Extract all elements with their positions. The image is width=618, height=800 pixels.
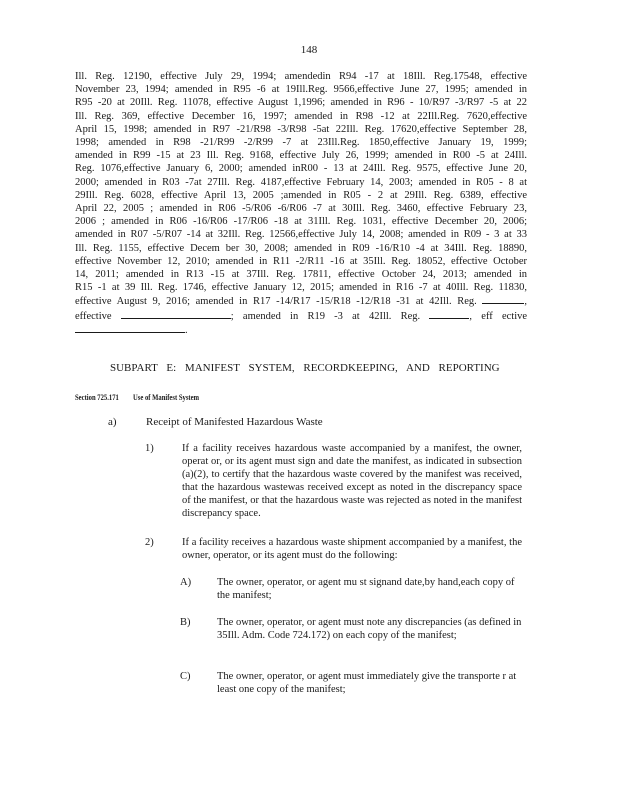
subpart-heading: SUBPART E: MANIFEST SYSTEM, RECORDKEEPING, AND REPORTING [110,362,500,374]
history-line: amended in R99 -15 at 23 Ill. Reg. 9168, effective July 26, 1999; amended in R00 -5 at 24Ill. [75,150,527,162]
history-line: Ill. Reg. 369, effective December 16, 1997; amended in R98 -12 at 22Ill.Reg. 7620,effective [75,110,527,122]
history-line: R95 -20 at 20Ill. Reg. 11078, effective August 1,1996; amended in R96 - 10/R97 -3/R97 -5 at 22 [75,97,527,109]
section-heading [75,392,212,402]
paragraph-label: a) [108,416,117,428]
history-text: effective August 9, 2016; amended in R17 -14/R17 -15/R18 -12/R18 -31 at 42Ill. Reg. [75,296,477,308]
history-line: effective November 12, 2010; amended in R11 -2/R11 -16 at 35Ill. Reg. 18052, effective October [75,255,527,267]
history-text: amended in R19 -3 at 42Ill. Reg. [242,310,421,322]
subitem-text: The owner, operator, or agent must immediately give the transporte r at least one copy of the manifest; [217,671,517,695]
history-line: Ill. Reg. 12190, effective July 29, 1994; amendedin R94 -17 at 18Ill. Reg.17548, effective [75,71,527,82]
history-line: Ill. Reg. 1155, effective Decem ber 30, 2008; amended in R09 -16/R10 -4 at 34Ill. Reg. 18890, [75,242,527,254]
section-number: Section 725.171 [75,392,119,402]
paragraph-text: Receipt of Manifested Hazardous Waste [146,416,323,428]
history-line: April 15, 1998; amended in R97 -21/R98 -3/R98 -5at 22Ill. Reg. 17620,effective September 28, [75,123,527,135]
history-line-with-blank: effective August 9, 2016; amended in R17 -14/R17 -15/R18 -12/R18 -31 at 42Ill. Reg. , [75,296,528,308]
history-line-end: . [75,323,527,337]
subsection-2-A [180,576,522,602]
page-number: 148 [300,44,318,56]
history-line: April 22, 2005 ; amended in R06 -5/R06 -6/R06 -7 at 30Ill. Reg. 3460, effective February 23, [75,203,527,215]
subitem-text: The owner, operator, or agent mu st signand date,by hand,each copy of the manifest; [217,577,515,601]
amendment-history [75,70,527,337]
history-line: Reg. 1076,effective January 6, 2000; amended inR00 - 13 at 24Ill. Reg. 9575, effective June 20, [75,163,527,175]
history-line: November 23, 1994; amended in R95 -6 at 19Ill.Reg. 9566,effective June 27, 1995; amended in [75,84,527,96]
history-line: amended in R07 -5/R07 -14 at 32Ill. Reg. 12566,effective July 14, 2008; amended in R09 - 3 at 33 [75,229,527,241]
subitem-label: B) [180,617,191,628]
subsection-label: 2) [145,537,154,548]
subsection-2-C [180,670,522,696]
blank-line [121,309,231,319]
subsection-1 [145,442,522,520]
subsection-text: If a facility receives hazardous waste accompanied by a manifest, the owner, operat or, or its agent must sign and date the manifest, as indicated in subsection (a)(2), to certify that the hazardous waste covered by the manifest was received, that the hazardous wastewas received except as noted in the discrepancy space of the manifest, or that the hazardous waste was rejected as noted in the manifest discrepancy space. [182,443,522,519]
history-line: 1998; amended in R98 -21/R99 -2/R99 -7 at 23Ill.Reg. 1850,effective January 19, 1999; [75,137,527,149]
subsection-text: If a facility receives a hazardous waste shipment accompanied by a manifest, the owner, operator, or its agent must do the following: [182,537,522,561]
history-line: 14, 2011; amended in R13 -15 at 37Ill. Reg. 17811, effective October 24, 2013; amended in [75,269,527,281]
history-line: 2000; amended in R03 -7at 27Ill. Reg. 4187,effective February 14, 2003; amended in R05 - 8 at [75,176,527,188]
subitem-label: A) [180,577,192,588]
blank-line [75,323,185,333]
blank-line [429,309,469,319]
history-line: R15 -1 at 39 Ill. Reg. 1746, effective January 12, 2015; amended in R16 -7 at 40Ill. Reg. 11830, [75,282,527,294]
history-line: 2006 ; amended in R06 -16/R06 -17/R06 -18 at 31Ill. Reg. 1031, effective December 20, 2006; [75,216,527,228]
subsection-label: 1) [145,443,154,454]
subitem-label: C) [180,671,191,682]
subitem-text: The owner, operator, or agent must note any discrepancies (as defined in 35Ill. Adm. Code 724.172) on each copy of the manifest; [217,617,522,641]
history-text: effective [75,310,112,322]
subsection-2 [145,536,522,562]
section-title: Use of Manifest System [132,392,200,402]
history-line: 29Ill. Reg. 6028, effective April 13, 2005 ;amended in R05 - 2 at 29Ill. Reg. 6389, effective [75,189,527,201]
blank-line [482,294,524,304]
subsection-2-B [180,616,522,642]
history-text: eff ective [481,310,528,322]
history-line-with-blanks: effective ; amended in R19 -3 at 42Ill. Reg. , eff ective [75,310,528,322]
paragraph-a [108,416,323,428]
